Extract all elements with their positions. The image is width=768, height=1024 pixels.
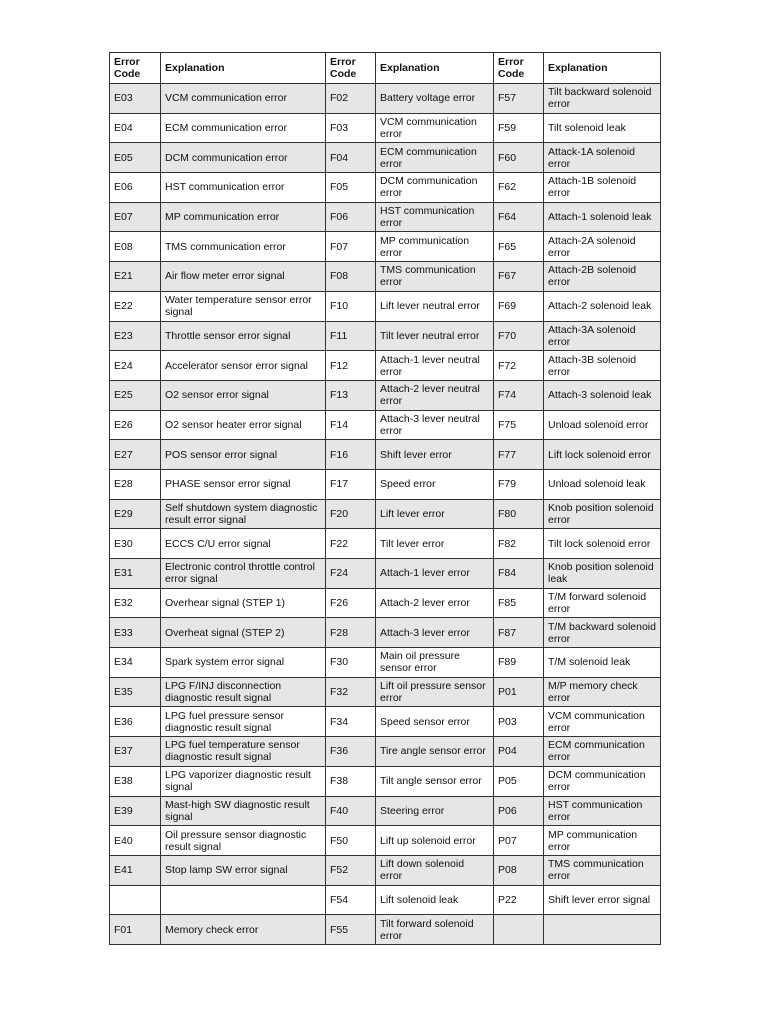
error-code-cell: E22 [110,291,161,321]
explanation-cell: MP communication error [161,202,326,232]
explanation-cell: T/M backward solenoid error [544,618,661,648]
explanation-cell: LPG F/INJ disconnection diagnostic result signal [161,677,326,707]
explanation-cell: Oil pressure sensor diagnostic result signal [161,826,326,856]
explanation-cell: Lift oil pressure sensor error [376,677,494,707]
explanation-cell [544,915,661,945]
error-code-cell: F85 [494,588,544,618]
explanation-cell: Speed sensor error [376,707,494,737]
explanation-cell: ECM communication error [544,737,661,767]
explanation-cell: Attach-1 solenoid leak [544,202,661,232]
explanation-cell: Attach-3 solenoid leak [544,380,661,410]
explanation-cell: Overhear signal (STEP 1) [161,588,326,618]
error-code-cell: E24 [110,351,161,381]
error-code-cell: F62 [494,173,544,203]
explanation-cell: O2 sensor error signal [161,380,326,410]
explanation-cell: HST communication error [544,796,661,826]
table-body [110,84,661,945]
table-row [110,351,661,381]
explanation-cell: Tilt lock solenoid error [544,529,661,559]
error-code-cell: F80 [494,499,544,529]
header-error-code: Error Code [494,53,544,84]
error-code-table [109,52,661,945]
table-row [110,232,661,262]
explanation-cell: TMS communication error [376,262,494,292]
explanation-cell: Tilt forward solenoid error [376,915,494,945]
error-code-cell: F50 [326,826,376,856]
error-code-cell: F02 [326,84,376,114]
table-row [110,648,661,678]
explanation-cell: Tilt angle sensor error [376,766,494,796]
error-code-cell: F52 [326,855,376,885]
error-code-cell: F87 [494,618,544,648]
explanation-cell: Knob position solenoid leak [544,559,661,589]
error-code-cell: F05 [326,173,376,203]
explanation-cell: HST communication error [161,173,326,203]
header-explanation: Explanation [161,53,326,84]
error-code-cell: F36 [326,737,376,767]
error-code-cell: F06 [326,202,376,232]
error-code-cell: F34 [326,707,376,737]
error-code-cell: F11 [326,321,376,351]
explanation-cell: Attach-2 lever neutral error [376,380,494,410]
error-code-cell: F55 [326,915,376,945]
explanation-cell: Self shutdown system diagnostic result error signal [161,499,326,529]
explanation-cell: Stop lamp SW error signal [161,855,326,885]
explanation-cell: Throttle sensor error signal [161,321,326,351]
table-header-row [110,53,661,84]
explanation-cell: Unload solenoid error [544,410,661,440]
error-code-cell: F82 [494,529,544,559]
error-code-cell: E32 [110,588,161,618]
explanation-cell: LPG vaporizer diagnostic result signal [161,766,326,796]
table-row [110,380,661,410]
error-code-cell: P01 [494,677,544,707]
explanation-cell: Attach-2 solenoid leak [544,291,661,321]
error-code-cell: F20 [326,499,376,529]
explanation-cell: Knob position solenoid error [544,499,661,529]
table-row [110,737,661,767]
explanation-cell: PHASE sensor error signal [161,469,326,499]
error-code-cell: F12 [326,351,376,381]
error-code-cell: F40 [326,796,376,826]
table-row [110,202,661,232]
explanation-cell: Spark system error signal [161,648,326,678]
explanation-cell: Attach-1 lever neutral error [376,351,494,381]
error-code-cell: F01 [110,915,161,945]
error-code-cell: F60 [494,143,544,173]
error-code-cell: P05 [494,766,544,796]
error-code-cell: F70 [494,321,544,351]
error-code-cell: F03 [326,113,376,143]
explanation-cell: Attach-1 lever error [376,559,494,589]
error-code-cell: F54 [326,885,376,915]
error-code-cell: F22 [326,529,376,559]
explanation-cell: Tilt solenoid leak [544,113,661,143]
table-row [110,321,661,351]
error-code-cell: E40 [110,826,161,856]
explanation-cell: LPG fuel pressure sensor diagnostic result signal [161,707,326,737]
error-code-cell: E33 [110,618,161,648]
error-code-cell: P06 [494,796,544,826]
explanation-cell: MP communication error [376,232,494,262]
explanation-cell: T/M solenoid leak [544,648,661,678]
error-code-cell: E23 [110,321,161,351]
table-row [110,855,661,885]
explanation-cell: Memory check error [161,915,326,945]
explanation-cell: Attach-2A solenoid error [544,232,661,262]
explanation-cell: Air flow meter error signal [161,262,326,292]
explanation-cell: Lift up solenoid error [376,826,494,856]
table-row [110,885,661,915]
error-code-cell: E31 [110,559,161,589]
explanation-cell: VCM communication error [161,84,326,114]
explanation-cell: DCM communication error [161,143,326,173]
error-code-cell: P03 [494,707,544,737]
error-code-cell: F84 [494,559,544,589]
error-code-cell: E36 [110,707,161,737]
error-code-cell: P22 [494,885,544,915]
table-row [110,410,661,440]
error-code-cell: E38 [110,766,161,796]
table-row [110,826,661,856]
explanation-cell: Lift lever neutral error [376,291,494,321]
explanation-cell: VCM communication error [376,113,494,143]
error-code-cell: F04 [326,143,376,173]
explanation-cell [161,885,326,915]
explanation-cell: M/P memory check error [544,677,661,707]
explanation-cell: POS sensor error signal [161,440,326,470]
explanation-cell: Lift solenoid leak [376,885,494,915]
error-code-cell: F07 [326,232,376,262]
explanation-cell: T/M forward solenoid error [544,588,661,618]
explanation-cell: Attach-2 lever error [376,588,494,618]
explanation-cell: Main oil pressure sensor error [376,648,494,678]
error-code-cell: F10 [326,291,376,321]
explanation-cell: LPG fuel temperature sensor diagnostic result signal [161,737,326,767]
table-row [110,143,661,173]
explanation-cell: Shift lever error signal [544,885,661,915]
explanation-cell: Attach-3 lever error [376,618,494,648]
error-code-cell: E28 [110,469,161,499]
error-code-cell: E26 [110,410,161,440]
explanation-cell: ECM communication error [376,143,494,173]
error-code-cell: F32 [326,677,376,707]
explanation-cell: ECCS C/U error signal [161,529,326,559]
table-row [110,469,661,499]
error-code-cell [494,915,544,945]
explanation-cell: O2 sensor heater error signal [161,410,326,440]
error-code-cell: F74 [494,380,544,410]
explanation-cell: Attach-3B solenoid error [544,351,661,381]
explanation-cell: Lift lock solenoid error [544,440,661,470]
error-code-cell: E35 [110,677,161,707]
explanation-cell: Attach-2B solenoid error [544,262,661,292]
explanation-cell: TMS communication error [544,855,661,885]
error-code-cell: F72 [494,351,544,381]
error-code-cell: F77 [494,440,544,470]
error-code-cell: F14 [326,410,376,440]
table-row [110,559,661,589]
error-code-cell: F57 [494,84,544,114]
explanation-cell: Overheat signal (STEP 2) [161,618,326,648]
error-code-cell: F67 [494,262,544,292]
error-code-cell: F79 [494,469,544,499]
error-code-cell: P08 [494,855,544,885]
error-code-cell: E21 [110,262,161,292]
header-error-code: Error Code [326,53,376,84]
error-code-cell: F69 [494,291,544,321]
table-row [110,677,661,707]
table-row [110,499,661,529]
error-code-cell: F24 [326,559,376,589]
error-code-cell: E29 [110,499,161,529]
explanation-cell: DCM communication error [544,766,661,796]
explanation-cell: Steering error [376,796,494,826]
explanation-cell: Tilt lever error [376,529,494,559]
error-code-cell: E34 [110,648,161,678]
error-code-cell: F13 [326,380,376,410]
error-code-cell: F38 [326,766,376,796]
error-code-cell: F30 [326,648,376,678]
table-row [110,262,661,292]
table-row [110,707,661,737]
table-row [110,529,661,559]
table-row [110,915,661,945]
error-code-cell: F64 [494,202,544,232]
explanation-cell: DCM communication error [376,173,494,203]
error-code-cell: E08 [110,232,161,262]
explanation-cell: Water temperature sensor error signal [161,291,326,321]
error-code-cell: F65 [494,232,544,262]
error-code-cell: E06 [110,173,161,203]
error-code-cell: F28 [326,618,376,648]
explanation-cell: Speed error [376,469,494,499]
error-code-cell: E25 [110,380,161,410]
error-code-cell: F59 [494,113,544,143]
table-row [110,766,661,796]
error-code-cell: E05 [110,143,161,173]
error-code-cell: E30 [110,529,161,559]
explanation-cell: Lift down solenoid error [376,855,494,885]
error-code-cell: F08 [326,262,376,292]
explanation-cell: Attack-1A solenoid error [544,143,661,173]
explanation-cell: HST communication error [376,202,494,232]
table-row [110,588,661,618]
explanation-cell: Mast-high SW diagnostic result signal [161,796,326,826]
table-row [110,618,661,648]
explanation-cell: ECM communication error [161,113,326,143]
explanation-cell: TMS communication error [161,232,326,262]
header-error-code: Error Code [110,53,161,84]
explanation-cell: MP communication error [544,826,661,856]
explanation-cell: Attach-1B solenoid error [544,173,661,203]
error-code-cell: P07 [494,826,544,856]
error-code-cell: E04 [110,113,161,143]
explanation-cell: Accelerator sensor error signal [161,351,326,381]
error-code-cell: F17 [326,469,376,499]
table-row [110,173,661,203]
error-code-cell: E39 [110,796,161,826]
explanation-cell: Attach-3A solenoid error [544,321,661,351]
explanation-cell: Unload solenoid leak [544,469,661,499]
error-code-cell [110,885,161,915]
table-row [110,440,661,470]
table-row [110,113,661,143]
error-code-cell: F16 [326,440,376,470]
error-code-cell: P04 [494,737,544,767]
error-code-cell: E03 [110,84,161,114]
error-code-cell: E41 [110,855,161,885]
explanation-cell: Tilt backward solenoid error [544,84,661,114]
explanation-cell: Lift lever error [376,499,494,529]
explanation-cell: Attach-3 lever neutral error [376,410,494,440]
error-code-cell: F26 [326,588,376,618]
header-explanation: Explanation [376,53,494,84]
error-code-cell: F75 [494,410,544,440]
table-row [110,291,661,321]
explanation-cell: VCM communication error [544,707,661,737]
error-code-cell: E37 [110,737,161,767]
explanation-cell: Tire angle sensor error [376,737,494,767]
explanation-cell: Battery voltage error [376,84,494,114]
error-code-cell: F89 [494,648,544,678]
table-row [110,84,661,114]
error-code-cell: E27 [110,440,161,470]
explanation-cell: Tilt lever neutral error [376,321,494,351]
table-row [110,796,661,826]
error-code-cell: E07 [110,202,161,232]
explanation-cell: Electronic control throttle control error signal [161,559,326,589]
header-explanation: Explanation [544,53,661,84]
explanation-cell: Shift lever error [376,440,494,470]
